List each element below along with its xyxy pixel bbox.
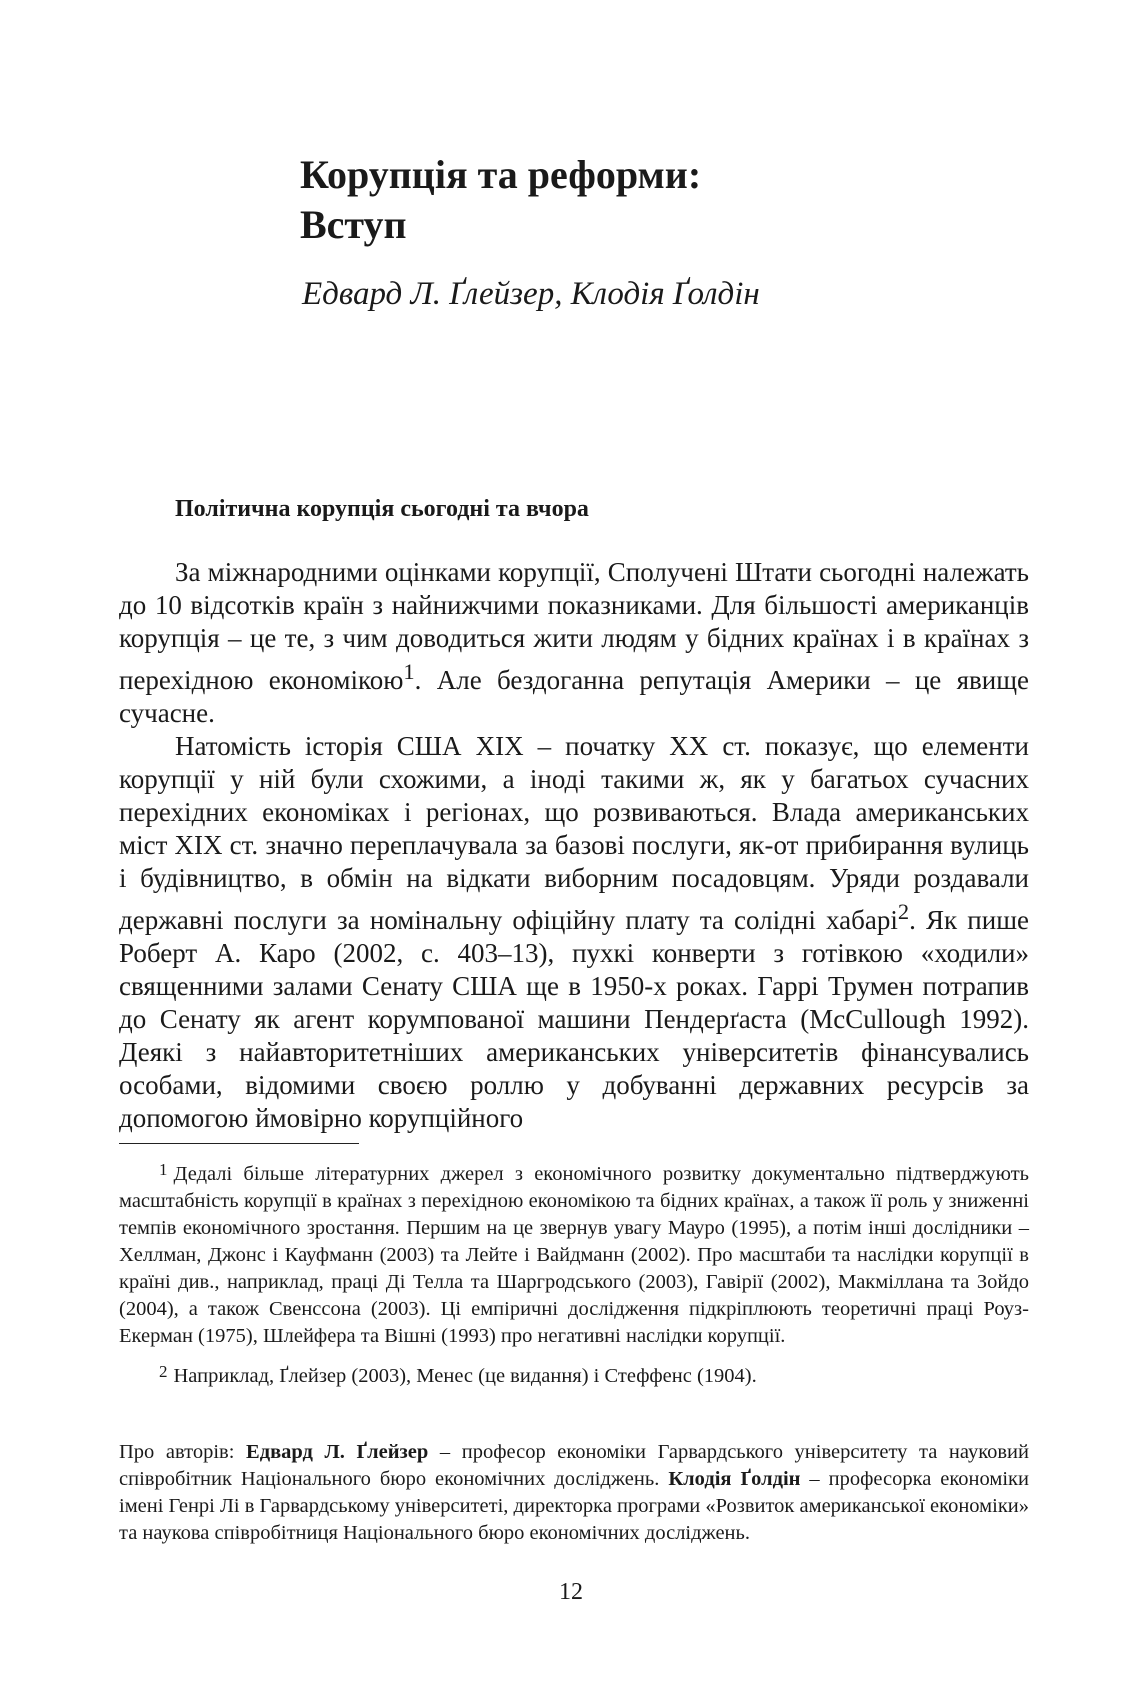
- chapter-authors: Едвард Л. Ґлейзер, Клодія Ґолдін: [302, 276, 760, 312]
- page-number: 12: [559, 1579, 583, 1605]
- footnote-ref-1: 1: [403, 659, 415, 684]
- about-author-1-name: Едвард Л. Ґлейзер: [246, 1441, 429, 1463]
- chapter-title: [300, 150, 701, 250]
- footnote-2-number: 2: [159, 1362, 168, 1381]
- footnote-1-number: 1: [159, 1160, 168, 1179]
- footnote-2: [119, 1358, 1029, 1390]
- body-text: [119, 556, 1029, 1135]
- section-heading: Політична корупція сьогодні та вчора: [175, 496, 589, 522]
- chapter-title-line-2: Вступ: [300, 202, 407, 247]
- footnote-ref-2: 2: [897, 899, 910, 924]
- about-prefix: Про авторів:: [119, 1441, 247, 1463]
- paragraph-1-text-a: За міжнародними оцінками корупції, Сполучені Штати сьогодні належать до 10 відсотків країн з найнижчими показниками. Для більшості американців корупція – це те, з чим доводиться жити людям у бідних країнах і в країнах з перехідною економікою: [119, 557, 1029, 695]
- about-author-1-desc: – професор економіки Гарвардського університету та науковий співробітник Національного бюро економічних досліджень.: [119, 1441, 1029, 1490]
- about-authors-text: [119, 1439, 1029, 1547]
- chapter-title-line-1: Корупція та реформи:: [300, 152, 702, 197]
- footnotes: [119, 1156, 1029, 1398]
- footnote-separator: [119, 1143, 359, 1144]
- paragraph-2-text-a: Натомість історія США XIX – початку XX ст. показує, що елементи корупції у ній були схожими, а іноді такими ж, як у багатьох сучасних перехідних економіках і регіонах, що розвиваються. Влада американських міст XIX ст. значно переплачувала за базові послуги, як-от прибирання вулиць і будівництво, в обмін на відкати виборним посадовцям. Уряди роздавали державні послуги за номінальну офіційну плату та солідні хабарі: [119, 731, 1029, 935]
- about-author-2-name: Клодія Ґолдін: [668, 1468, 801, 1490]
- footnote-1-text: Дедалі більше літературних джерел з економічного розвитку документально підтверджують масштабність корупції в країнах з перехідною економікою та бідних країнах, а також її роль у зниженні темпів економічного зростання. Першим на це звернув увагу Мауро (1995), а потім інші дослідники – Хеллман, Джонс і Кауфманн (2003) та Лейте і Вайдманн (2002). Про масштаби та наслідки корупції в країні див., наприклад, праці Ді Телла та Шаргродського (2003), Гавірії (2002), Макміллана та Зойдо (2004), а також Свенссона (2003). Ці емпіричні дослідження підкріплюють теоретичні праці Роуз-Екерман (1975), Шлейфера та Вішні (1993) про негативні наслідки корупції.: [119, 1163, 1029, 1347]
- about-author-2-desc: – професорка економіки імені Генрі Лі в Гарвардському університеті, директорка програми «Розвиток американської економіки» та наукова співробітниця Національного бюро економічних досліджень.: [119, 1468, 1030, 1544]
- paragraph-1-text-b: . Але бездоганна репутація Америки – це явище сучасне.: [119, 665, 1029, 728]
- paragraph-2: [119, 730, 1029, 1135]
- about-authors: [119, 1439, 1029, 1547]
- paragraph-2-text-b: . Як пише Роберт А. Каро (2002, с. 403–13), пухкі конверти з готівкою «ходили» священними залами Сенату США ще в 1950-х роках. Гаррі Трумен потрапив до Сенату як агент корумпованої машини Пендерґаста (McCullough 1992). Деякі з найавторитетніших американських університетів фінансувались особами, відомими своєю роллю у добуванні державних ресурсів за допомогою ймовірно корупційного: [119, 905, 1029, 1133]
- footnote-1: [119, 1156, 1029, 1350]
- footnote-2-text: Наприклад, Ґлейзер (2003), Менес (це видання) і Стеффенс (1904).: [173, 1365, 757, 1387]
- paragraph-1: [119, 556, 1029, 730]
